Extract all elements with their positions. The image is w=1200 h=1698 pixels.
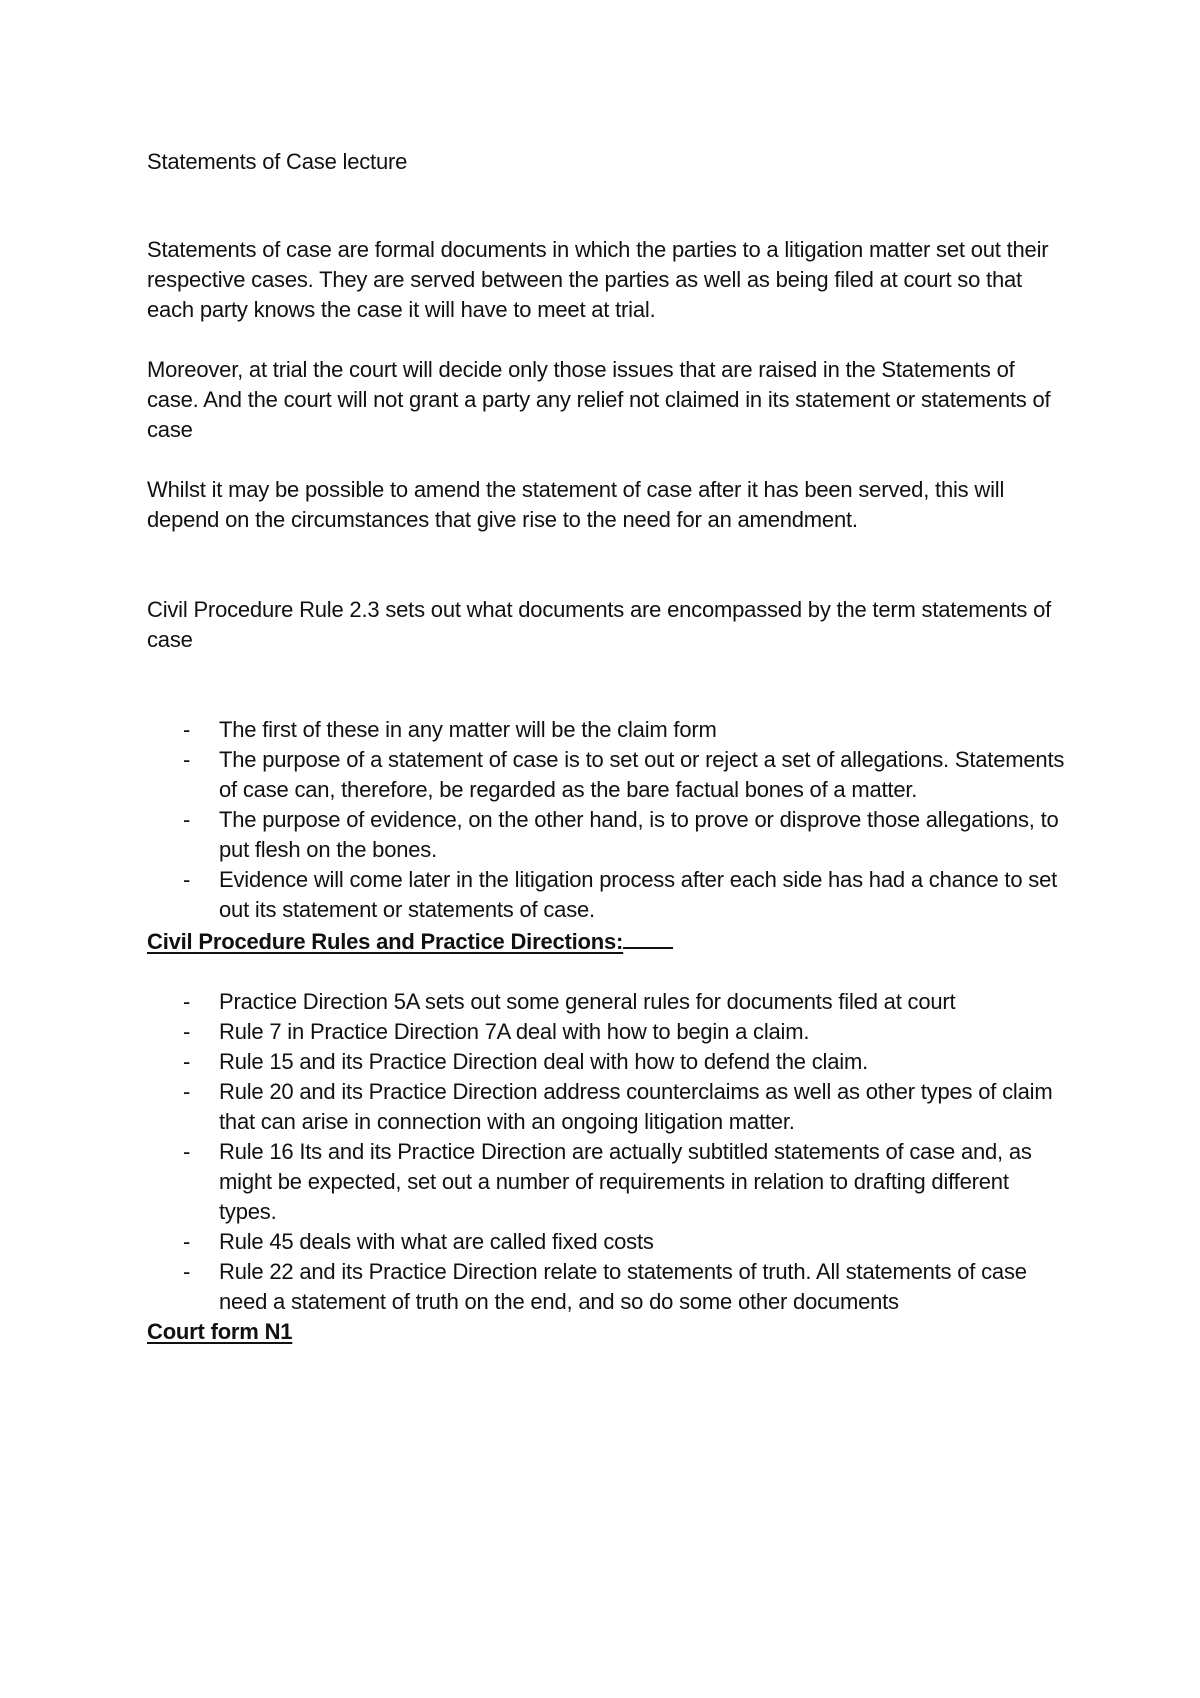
bullet-list-purpose bbox=[147, 745, 1067, 925]
bullet-dash: - bbox=[183, 807, 191, 832]
bullet-dash: - bbox=[183, 867, 191, 892]
bullet-dash: - bbox=[183, 747, 191, 772]
bullet-dash: - bbox=[183, 1139, 191, 1164]
list-item bbox=[147, 865, 1067, 925]
bullet-dash: - bbox=[183, 1079, 191, 1104]
list-item-text: Rule 45 deals with what are called fixed costs bbox=[219, 1229, 654, 1254]
bullet-dash: - bbox=[183, 989, 191, 1014]
paragraph-definition: Statements of case are formal documents in which the parties to a litigation matter set out their respective cases. They are served between the parties as well as being filed at court so that each party knows the case it will have to meet at trial. bbox=[147, 237, 1049, 322]
document-body bbox=[147, 147, 1067, 1347]
paragraph-issues-at-trial: Moreover, at trial the court will decide only those issues that are raised in the Statements of case. And the court will not grant a party any relief not claimed in its statement or statements of case bbox=[147, 357, 1051, 442]
bullet-dash: - bbox=[183, 1259, 191, 1284]
section-heading-cpr-text: Civil Procedure Rules and Practice Directions: bbox=[147, 929, 624, 954]
list-item bbox=[147, 715, 1067, 745]
bullet-dash: - bbox=[183, 1229, 191, 1254]
list-item-text: The purpose of evidence, on the other hand, is to prove or disprove those allegations, to put flesh on the bones. bbox=[219, 807, 1059, 862]
list-item bbox=[147, 1257, 1067, 1317]
document-title: Statements of Case lecture bbox=[147, 149, 408, 174]
list-item-text: The first of these in any matter will be the claim form bbox=[219, 717, 717, 742]
list-item bbox=[147, 1017, 1067, 1047]
rules-list bbox=[147, 987, 1067, 1317]
list-item-text: Rule 20 and its Practice Direction address counterclaims as well as other types of claim that can arise in connection with an ongoing litigation matter. bbox=[219, 1079, 1053, 1134]
list-item-text: Rule 22 and its Practice Direction relate to statements of truth. All statements of case need a statement of truth on the end, and so do some other documents bbox=[219, 1259, 1027, 1314]
heading-underline-extension bbox=[623, 925, 673, 949]
list-item-text: Practice Direction 5A sets out some general rules for documents filed at court bbox=[219, 989, 956, 1014]
bullet-dash: - bbox=[183, 1049, 191, 1074]
list-item-text: Evidence will come later in the litigation process after each side has had a chance to set out its statement or statements of case. bbox=[219, 867, 1058, 922]
list-item-text: Rule 15 and its Practice Direction deal with how to defend the claim. bbox=[219, 1049, 868, 1074]
bullet-dash: - bbox=[183, 1019, 191, 1044]
list-item bbox=[147, 1077, 1067, 1137]
list-item-text: Rule 7 in Practice Direction 7A deal with how to begin a claim. bbox=[219, 1019, 810, 1044]
paragraph-cpr-2-3: Civil Procedure Rule 2.3 sets out what documents are encompassed by the term statements of case bbox=[147, 597, 1052, 652]
list-item bbox=[147, 987, 1067, 1017]
list-item bbox=[147, 1047, 1067, 1077]
bullet-list-claim-form bbox=[147, 715, 1067, 745]
list-item-text: The purpose of a statement of case is to set out or reject a set of allegations. Statements of case can, therefore, be regarded as the bare factual bones of a matter. bbox=[219, 747, 1065, 802]
bullet-dash: - bbox=[183, 717, 191, 742]
list-item bbox=[147, 1227, 1067, 1257]
section-heading-cpr bbox=[147, 925, 1067, 957]
list-item bbox=[147, 1137, 1067, 1227]
section-heading-court-form: Court form N1 bbox=[147, 1319, 293, 1344]
list-item bbox=[147, 805, 1067, 865]
list-item-text: Rule 16 Its and its Practice Direction are actually subtitled statements of case and, as might be expected, set out a number of requirements in relation to drafting different types. bbox=[219, 1139, 1032, 1224]
list-item bbox=[147, 745, 1067, 805]
paragraph-amendment: Whilst it may be possible to amend the statement of case after it has been served, this will depend on the circumstances that give rise to the need for an amendment. bbox=[147, 477, 1005, 532]
